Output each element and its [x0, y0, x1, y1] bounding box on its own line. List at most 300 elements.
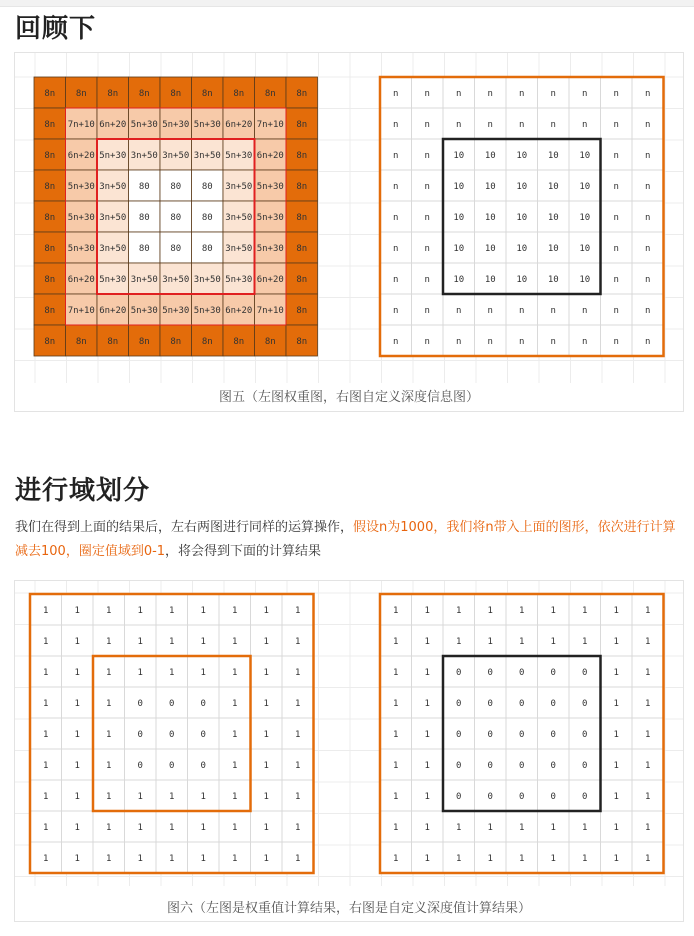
cell-value: 8n [107, 89, 119, 99]
cell-value: 1 [295, 854, 301, 864]
cell-value: 1 [74, 792, 80, 802]
cell-value: 1 [137, 606, 143, 616]
cell-value: 0 [582, 668, 588, 678]
cell-value: 0 [550, 792, 556, 802]
cell-value: 0 [169, 730, 175, 740]
cell-value: 1 [456, 854, 462, 864]
cell-value: 8n [107, 337, 119, 347]
cell-value: 0 [169, 699, 175, 709]
cell-value: 10 [453, 244, 465, 254]
cell-value: 7n+10 [67, 306, 95, 316]
cell-value: 0 [200, 730, 206, 740]
cell-value: 1 [74, 637, 80, 647]
cell-value: 1 [137, 637, 143, 647]
cell-value: 1 [295, 730, 301, 740]
cell-value: 0 [582, 761, 588, 771]
cell-value: 1 [519, 854, 525, 864]
cell-value: n [487, 337, 493, 347]
cell-value: 1 [137, 668, 143, 678]
cell-value: 0 [550, 730, 556, 740]
cell-value: 8n [233, 89, 245, 99]
cell-value: 3n+50 [162, 151, 190, 161]
cell-value: 1 [519, 823, 525, 833]
cell-value: n [519, 306, 525, 316]
cell-value: n [487, 306, 493, 316]
figure-5 [14, 52, 684, 412]
cell-value: 8n [296, 151, 308, 161]
cell-value: 0 [137, 761, 143, 771]
cell-value: 1 [393, 823, 399, 833]
cell-value: 5n+30 [67, 244, 95, 254]
cell-value: 1 [43, 854, 49, 864]
cell-value: 0 [519, 761, 525, 771]
cell-value: 5n+30 [225, 275, 253, 285]
cell-value: n [424, 213, 430, 223]
cell-value: 1 [613, 606, 619, 616]
cell-value: n [613, 275, 619, 285]
cell-value: 1 [550, 823, 556, 833]
cell-value: 8n [233, 337, 245, 347]
cell-value: 1 [106, 606, 112, 616]
cell-value: n [582, 306, 588, 316]
cell-value: 8n [201, 337, 213, 347]
cell-value: n [487, 89, 493, 99]
cell-value: 1 [456, 823, 462, 833]
cell-value: 1 [295, 606, 301, 616]
cell-value: 1 [232, 606, 238, 616]
cell-value: 5n+30 [193, 306, 221, 316]
cell-value: 6n+20 [256, 151, 284, 161]
cell-value: 1 [263, 668, 269, 678]
cell-value: 8n [44, 337, 56, 347]
cell-value: 1 [263, 637, 269, 647]
figure-5-caption: 图五（左图权重图，右图自定义深度信息图） [218, 390, 479, 405]
cell-value: 5n+30 [193, 120, 221, 130]
cell-value: n [613, 89, 619, 99]
cell-value: 1 [645, 668, 651, 678]
cell-value: 1 [645, 761, 651, 771]
cell-value: 8n [44, 213, 56, 223]
cell-value: 5n+30 [162, 306, 190, 316]
cell-value: 5n+30 [99, 275, 127, 285]
cell-value: 10 [516, 213, 528, 223]
cell-value: 1 [200, 637, 206, 647]
cell-value: 1 [74, 823, 80, 833]
cell-value: 0 [582, 792, 588, 802]
cell-value: 0 [169, 761, 175, 771]
cell-value: 1 [74, 854, 80, 864]
cell-value: 1 [200, 606, 206, 616]
cell-value: n [645, 151, 651, 161]
cell-value: 1 [582, 854, 588, 864]
cell-value: 1 [424, 730, 430, 740]
cell-value: n [393, 120, 399, 130]
cell-value: 10 [484, 151, 496, 161]
cell-value: 1 [43, 637, 49, 647]
cell-value: 1 [393, 699, 399, 709]
section-title-domain-split: 进行域划分 [15, 476, 151, 506]
cell-value: n [613, 151, 619, 161]
paragraph-highlight: 假设n为1000，我们将n带入上面的图形，依次进行计算减去100，圈定值域到0-1 [15, 520, 676, 559]
cell-value: 1 [137, 854, 143, 864]
cell-value: n [424, 151, 430, 161]
cell-value: 8n [201, 89, 213, 99]
cell-value: n [424, 337, 430, 347]
cell-value: 3n+50 [99, 244, 127, 254]
cell-value: 1 [424, 792, 430, 802]
cell-value: 8n [296, 306, 308, 316]
cell-value: 1 [74, 668, 80, 678]
cell-value: n [645, 120, 651, 130]
cell-value: 7n+10 [256, 120, 284, 130]
cell-value: 1 [200, 668, 206, 678]
cell-value: 10 [579, 275, 591, 285]
cell-value: 0 [582, 699, 588, 709]
cell-value: 80 [201, 182, 213, 192]
cell-value: 1 [582, 606, 588, 616]
cell-value: 8n [296, 182, 308, 192]
cell-value: 0 [519, 668, 525, 678]
cell-value: 1 [613, 761, 619, 771]
cell-value: 1 [550, 637, 556, 647]
cell-value: 1 [424, 854, 430, 864]
cell-value: 8n [44, 120, 56, 130]
cell-value: 5n+30 [67, 213, 95, 223]
top-divider [0, 0, 694, 7]
cell-value: n [613, 182, 619, 192]
cell-value: 80 [138, 213, 150, 223]
cell-value: 1 [424, 699, 430, 709]
cell-value: 10 [516, 151, 528, 161]
cell-value: 1 [232, 761, 238, 771]
cell-value: n [456, 337, 462, 347]
cell-value: 10 [516, 275, 528, 285]
cell-value: 1 [106, 761, 112, 771]
cell-value: n [613, 244, 619, 254]
cell-value: 1 [232, 699, 238, 709]
cell-value: 10 [453, 151, 465, 161]
cell-value: 8n [170, 337, 182, 347]
cell-value: n [393, 337, 399, 347]
cell-value: 1 [200, 823, 206, 833]
cell-value: 1 [43, 606, 49, 616]
cell-value: n [645, 306, 651, 316]
cell-value: 1 [613, 668, 619, 678]
cell-value: 1 [550, 854, 556, 864]
cell-value: 0 [582, 730, 588, 740]
cell-value: 0 [200, 699, 206, 709]
cell-value: 0 [456, 761, 462, 771]
cell-value: 1 [582, 823, 588, 833]
cell-value: 8n [44, 244, 56, 254]
cell-value: 1 [200, 792, 206, 802]
cell-value: 6n+20 [225, 306, 253, 316]
cell-value: n [613, 213, 619, 223]
cell-value: 1 [263, 606, 269, 616]
cell-value: 0 [487, 730, 493, 740]
cell-value: 1 [295, 823, 301, 833]
cell-value: n [424, 89, 430, 99]
cell-value: 1 [487, 854, 493, 864]
cell-value: 1 [263, 761, 269, 771]
cell-value: 6n+20 [99, 120, 127, 130]
cell-value: 1 [645, 854, 651, 864]
cell-value: 10 [516, 182, 528, 192]
cell-value: 1 [424, 668, 430, 678]
cell-value: n [424, 306, 430, 316]
cell-value: 0 [487, 792, 493, 802]
cell-value: 1 [295, 668, 301, 678]
cell-value: 7n+10 [256, 306, 284, 316]
cell-value: 0 [487, 699, 493, 709]
cell-value: n [487, 120, 493, 130]
cell-value: 1 [295, 761, 301, 771]
cell-value: 0 [456, 792, 462, 802]
cell-value: 1 [487, 606, 493, 616]
cell-value: n [424, 244, 430, 254]
cell-value: n [645, 89, 651, 99]
cell-value: 1 [43, 699, 49, 709]
cell-value: 6n+20 [67, 275, 95, 285]
cell-value: 5n+30 [99, 151, 127, 161]
cell-value: 8n [264, 89, 276, 99]
cell-value: 3n+50 [225, 182, 253, 192]
cell-value: 1 [74, 730, 80, 740]
cell-value: 1 [456, 606, 462, 616]
cell-value: n [613, 337, 619, 347]
cell-value: n [645, 337, 651, 347]
cell-value: 6n+20 [67, 151, 95, 161]
cell-value: 1 [106, 699, 112, 709]
cell-value: 10 [453, 275, 465, 285]
cell-value: 1 [393, 668, 399, 678]
cell-value: 8n [138, 89, 150, 99]
cell-value: 80 [170, 244, 182, 254]
cell-value: 80 [201, 244, 213, 254]
cell-value: n [456, 89, 462, 99]
cell-value: 1 [106, 823, 112, 833]
cell-value: 8n [264, 337, 276, 347]
cell-value: 8n [296, 337, 308, 347]
cell-value: 1 [393, 761, 399, 771]
cell-value: 1 [232, 823, 238, 833]
cell-value: 1 [169, 668, 175, 678]
cell-value: n [645, 213, 651, 223]
cell-value: 1 [169, 792, 175, 802]
cell-value: 1 [169, 854, 175, 864]
cell-value: 1 [232, 730, 238, 740]
cell-value: 5n+30 [256, 182, 284, 192]
cell-value: n [424, 275, 430, 285]
cell-value: 3n+50 [225, 244, 253, 254]
cell-value: 1 [613, 730, 619, 740]
cell-value: 1 [106, 730, 112, 740]
cell-value: 1 [43, 792, 49, 802]
cell-value: 3n+50 [193, 275, 221, 285]
figure-5-canvas [15, 53, 683, 411]
cell-value: 80 [138, 182, 150, 192]
cell-value: 6n+20 [225, 120, 253, 130]
cell-value: 8n [296, 213, 308, 223]
cell-value: 0 [456, 699, 462, 709]
cell-value: 8n [170, 89, 182, 99]
cell-value: 1 [232, 668, 238, 678]
cell-value: n [456, 306, 462, 316]
cell-value: n [613, 306, 619, 316]
cell-value: 1 [43, 668, 49, 678]
cell-value: 10 [484, 244, 496, 254]
cell-value: 3n+50 [99, 182, 127, 192]
figure-6 [14, 580, 684, 922]
cell-value: 1 [43, 730, 49, 740]
cell-value: 0 [519, 792, 525, 802]
section-title-review: 回顾下 [15, 14, 97, 44]
cell-value: 1 [232, 854, 238, 864]
cell-value: 8n [44, 151, 56, 161]
cell-value: 1 [74, 606, 80, 616]
cell-value: n [582, 89, 588, 99]
cell-value: 1 [200, 854, 206, 864]
cell-value: 6n+20 [99, 306, 127, 316]
cell-value: 10 [516, 244, 528, 254]
cell-value: 0 [519, 699, 525, 709]
cell-value: 1 [456, 637, 462, 647]
figure-6-caption: 图六（左图是权重值计算结果，右图是自定义深度值计算结果） [166, 901, 531, 916]
cell-value: 10 [547, 151, 559, 161]
cell-value: 1 [263, 730, 269, 740]
cell-value: 10 [547, 213, 559, 223]
cell-value: 5n+30 [130, 306, 158, 316]
cell-value: 8n [296, 120, 308, 130]
paragraph-text-start: 我们在得到上面的结果后，左右两图进行同样的运算操作， [15, 520, 354, 535]
explanation-paragraph [15, 516, 683, 564]
cell-value: 10 [484, 275, 496, 285]
cell-value: n [582, 120, 588, 130]
cell-value: 1 [169, 823, 175, 833]
cell-value: n [645, 275, 651, 285]
cell-value: 8n [44, 89, 56, 99]
cell-value: n [393, 89, 399, 99]
cell-value: 3n+50 [130, 151, 158, 161]
cell-value: 1 [43, 823, 49, 833]
cell-value: 10 [484, 182, 496, 192]
cell-value: 10 [547, 244, 559, 254]
cell-value: n [613, 120, 619, 130]
cell-value: 1 [295, 699, 301, 709]
cell-value: 1 [645, 823, 651, 833]
cell-value: n [519, 89, 525, 99]
cell-value: n [519, 337, 525, 347]
cell-value: 0 [519, 730, 525, 740]
cell-value: 0 [487, 761, 493, 771]
cell-value: 10 [547, 182, 559, 192]
cell-value: 1 [106, 668, 112, 678]
cell-value: 5n+30 [130, 120, 158, 130]
cell-value: 1 [232, 637, 238, 647]
cell-value: 1 [393, 792, 399, 802]
cell-value: 0 [137, 730, 143, 740]
cell-value: 1 [106, 792, 112, 802]
cell-value: 1 [613, 699, 619, 709]
cell-value: 1 [295, 637, 301, 647]
cell-value: 1 [169, 637, 175, 647]
cell-value: 10 [453, 213, 465, 223]
cell-value: 1 [232, 792, 238, 802]
cell-value: 8n [44, 306, 56, 316]
cell-value: 1 [263, 792, 269, 802]
cell-value: 1 [645, 606, 651, 616]
cell-value: 1 [263, 699, 269, 709]
cell-value: n [393, 182, 399, 192]
cell-value: n [424, 120, 430, 130]
cell-value: 8n [296, 89, 308, 99]
cell-value: 3n+50 [225, 213, 253, 223]
cell-value: 1 [74, 699, 80, 709]
cell-value: 8n [44, 182, 56, 192]
cell-value: 1 [393, 730, 399, 740]
cell-value: n [393, 244, 399, 254]
cell-value: n [645, 182, 651, 192]
cell-value: 1 [424, 637, 430, 647]
cell-value: 80 [170, 213, 182, 223]
cell-value: 1 [295, 792, 301, 802]
cell-value: n [424, 182, 430, 192]
cell-value: 1 [393, 854, 399, 864]
cell-value: 1 [74, 761, 80, 771]
cell-value: 1 [106, 854, 112, 864]
cell-value: 5n+30 [225, 151, 253, 161]
cell-value: 8n [75, 337, 87, 347]
cell-value: 1 [613, 637, 619, 647]
cell-value: 1 [424, 761, 430, 771]
cell-value: n [550, 306, 556, 316]
cell-value: 80 [170, 182, 182, 192]
cell-value: 0 [456, 668, 462, 678]
cell-value: 10 [547, 275, 559, 285]
cell-value: 3n+50 [99, 213, 127, 223]
cell-value: 1 [487, 637, 493, 647]
cell-value: 10 [579, 182, 591, 192]
cell-value: 0 [456, 730, 462, 740]
cell-value: 7n+10 [67, 120, 95, 130]
cell-value: 1 [393, 637, 399, 647]
cell-value: 1 [424, 823, 430, 833]
cell-value: n [393, 213, 399, 223]
cell-value: 1 [43, 761, 49, 771]
cell-value: n [645, 244, 651, 254]
cell-value: 8n [296, 275, 308, 285]
cell-value: 8n [296, 244, 308, 254]
cell-value: 1 [613, 792, 619, 802]
cell-value: 8n [44, 275, 56, 285]
cell-value: 10 [453, 182, 465, 192]
cell-value: 1 [645, 637, 651, 647]
cell-value: 1 [169, 606, 175, 616]
cell-value: 1 [137, 823, 143, 833]
cell-value: 5n+30 [256, 213, 284, 223]
cell-value: n [550, 120, 556, 130]
cell-value: 1 [487, 823, 493, 833]
cell-value: 1 [137, 792, 143, 802]
cell-value: 80 [201, 213, 213, 223]
cell-value: 10 [579, 151, 591, 161]
cell-value: 1 [519, 637, 525, 647]
cell-value: 5n+30 [162, 120, 190, 130]
cell-value: 8n [75, 89, 87, 99]
cell-value: 0 [550, 668, 556, 678]
cell-value: n [582, 337, 588, 347]
cell-value: n [393, 151, 399, 161]
